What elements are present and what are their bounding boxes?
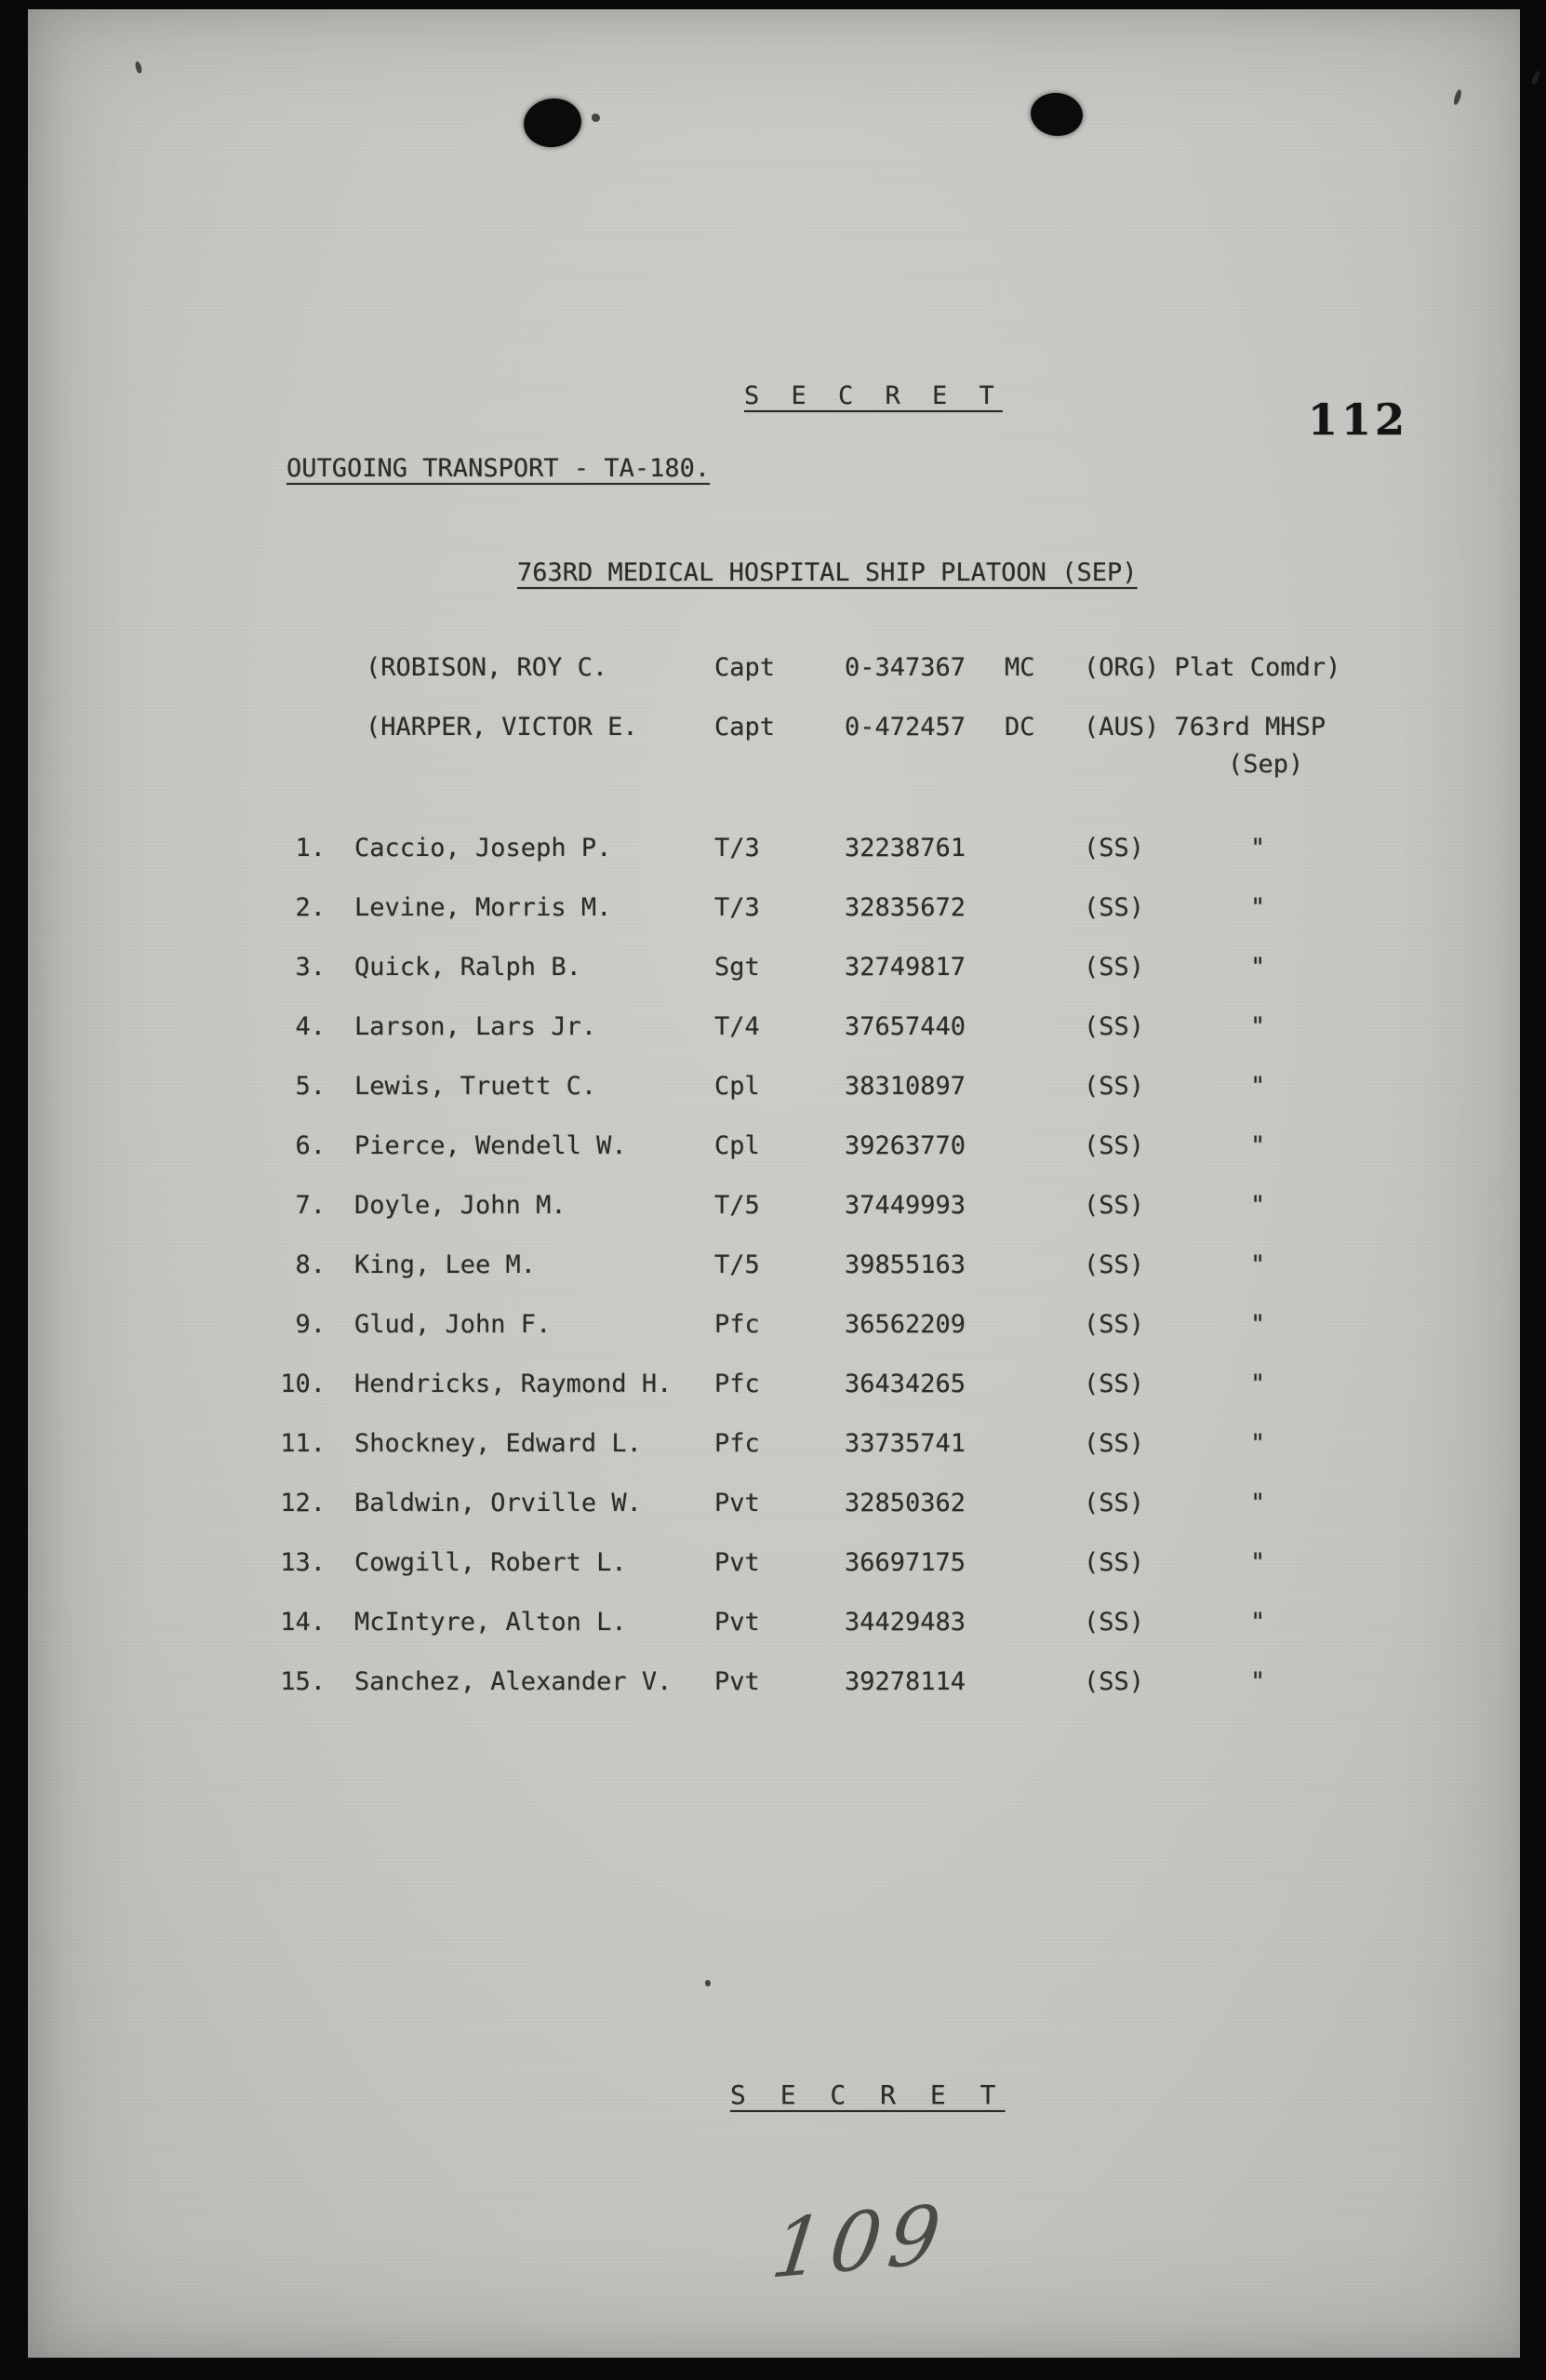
roster-row (28, 1072, 1520, 1111)
roster-serial: 32835672 (845, 893, 966, 922)
officer-branch: DC (1005, 713, 1035, 742)
roster-row (28, 1250, 1520, 1290)
officer-row (28, 653, 1520, 692)
scan-artifact (705, 1980, 711, 1986)
document-title: 763RD MEDICAL HOSPITAL SHIP PLATOON (SEP) (517, 558, 1138, 587)
roster-ditto: " (1250, 1012, 1266, 1041)
roster-ditto: " (1250, 1250, 1266, 1279)
officer-serial: 0-347367 (845, 653, 966, 682)
roster-number: 7. (295, 1191, 326, 1220)
officer-assignment: (ORG) Plat Comdr) (1084, 653, 1341, 682)
roster-serial: 32238761 (845, 834, 966, 862)
roster-name: McIntyre, Alton L. (354, 1608, 627, 1637)
roster-number: 3. (295, 953, 326, 982)
roster-grade: Pvt (714, 1667, 760, 1696)
handwritten-page-number: 109 (766, 2187, 953, 2297)
roster-grade: T/4 (714, 1012, 760, 1041)
roster-serial: 36697175 (845, 1548, 966, 1577)
officer-branch: MC (1005, 653, 1035, 682)
roster-award: (SS) (1084, 1429, 1145, 1458)
roster-grade: Sgt (714, 953, 760, 982)
officer-assignment-continued: (Sep) (1228, 750, 1304, 779)
roster-ditto: " (1250, 1131, 1266, 1160)
roster-name: Baldwin, Orville W. (354, 1489, 642, 1518)
roster-serial: 36434265 (845, 1370, 966, 1398)
roster-name: Cowgill, Robert L. (354, 1548, 627, 1577)
roster-row (28, 1548, 1520, 1587)
paper-sheet (28, 9, 1520, 2358)
roster-name: Lewis, Truett C. (354, 1072, 597, 1101)
roster-serial: 32749817 (845, 953, 966, 982)
roster-grade: Pfc (714, 1370, 760, 1398)
roster-award: (SS) (1084, 1548, 1145, 1577)
roster-grade: Cpl (714, 1072, 760, 1101)
hole-punch-left (521, 95, 585, 151)
roster-name: Levine, Morris M. (354, 893, 612, 922)
roster-ditto: " (1250, 834, 1266, 862)
scan-artifact (135, 60, 143, 74)
roster-ditto: " (1250, 1370, 1266, 1398)
roster-grade: Pfc (714, 1429, 760, 1458)
roster-number: 5. (295, 1072, 326, 1101)
roster-serial: 39278114 (845, 1667, 966, 1696)
officer-row (28, 713, 1520, 752)
roster-number: 12. (280, 1489, 326, 1518)
roster-number: 10. (280, 1370, 326, 1398)
roster-award: (SS) (1084, 1012, 1145, 1041)
roster-row (28, 1131, 1520, 1170)
roster-award: (SS) (1084, 893, 1145, 922)
roster-row (28, 1489, 1520, 1528)
roster-ditto: " (1250, 1608, 1266, 1637)
roster-serial: 37657440 (845, 1012, 966, 1041)
roster-award: (SS) (1084, 1250, 1145, 1279)
roster-row (28, 1667, 1520, 1706)
roster-award: (SS) (1084, 834, 1145, 862)
roster-number: 8. (295, 1250, 326, 1279)
roster-grade: T/3 (714, 893, 760, 922)
roster-serial: 37449993 (845, 1191, 966, 1220)
roster-row (28, 1310, 1520, 1349)
roster-name: Glud, John F. (354, 1310, 552, 1339)
roster-serial: 36562209 (845, 1310, 966, 1339)
roster-row (28, 1191, 1520, 1230)
roster-row (28, 834, 1520, 873)
hole-punch-right (1029, 90, 1086, 139)
roster-number: 2. (295, 893, 326, 922)
officer-grade: Capt (714, 713, 776, 742)
officer-serial: 0-472457 (845, 713, 966, 742)
roster-name: Hendricks, Raymond H. (354, 1370, 673, 1398)
officer-name: (ROBISON, ROY C. (366, 653, 608, 682)
roster-name: Larson, Lars Jr. (354, 1012, 597, 1041)
roster-row (28, 1370, 1520, 1409)
roster-row (28, 953, 1520, 992)
roster-award: (SS) (1084, 1489, 1145, 1518)
roster-name: Pierce, Wendell W. (354, 1131, 627, 1160)
roster-ditto: " (1250, 893, 1266, 922)
roster-row (28, 1429, 1520, 1468)
roster-number: 4. (295, 1012, 326, 1041)
roster-row (28, 1012, 1520, 1051)
roster-number: 13. (280, 1548, 326, 1577)
scan-artifact (1453, 88, 1463, 105)
roster-row (28, 1608, 1520, 1647)
roster-number: 1. (295, 834, 326, 862)
roster-serial: 39263770 (845, 1131, 966, 1160)
roster-award: (SS) (1084, 1191, 1145, 1220)
roster-name: Sanchez, Alexander V. (354, 1667, 673, 1696)
roster-award: (SS) (1084, 1667, 1145, 1696)
roster-serial: 33735741 (845, 1429, 966, 1458)
roster-number: 6. (295, 1131, 326, 1160)
officer-assignment: (AUS) 763rd MHSP (1084, 713, 1326, 742)
roster-award: (SS) (1084, 1370, 1145, 1398)
roster-grade: Pvt (714, 1608, 760, 1637)
roster-serial: 38310897 (845, 1072, 966, 1101)
roster-ditto: " (1250, 1191, 1266, 1220)
roster-grade: T/5 (714, 1250, 760, 1279)
roster-award: (SS) (1084, 1310, 1145, 1339)
scan-artifact (592, 114, 600, 122)
subject-line: OUTGOING TRANSPORT - TA-180. (287, 454, 711, 483)
roster-grade: Pvt (714, 1489, 760, 1518)
roster-grade: Pvt (714, 1548, 760, 1577)
roster-grade: T/5 (714, 1191, 760, 1220)
roster-ditto: " (1250, 1667, 1266, 1696)
roster-award: (SS) (1084, 953, 1145, 982)
roster-ditto: " (1250, 1429, 1266, 1458)
classification-banner-bottom: S E C R E T (730, 2079, 1006, 2110)
roster-grade: T/3 (714, 834, 760, 862)
roster-name: Quick, Ralph B. (354, 953, 581, 982)
roster-serial: 39855163 (845, 1250, 966, 1279)
roster-grade: Cpl (714, 1131, 760, 1160)
scan-artifact (1530, 70, 1541, 85)
page-number-stamp: 112 (1308, 394, 1409, 445)
roster-number: 15. (280, 1667, 326, 1696)
classification-banner-top: S E C R E T (744, 381, 1003, 410)
roster-row (28, 893, 1520, 932)
roster-ditto: " (1250, 1489, 1266, 1518)
roster-name: King, Lee M. (354, 1250, 537, 1279)
roster-award: (SS) (1084, 1131, 1145, 1160)
roster-ditto: " (1250, 1072, 1266, 1101)
roster-ditto: " (1250, 1548, 1266, 1577)
roster-ditto: " (1250, 1310, 1266, 1339)
roster-name: Shockney, Edward L. (354, 1429, 642, 1458)
roster-serial: 32850362 (845, 1489, 966, 1518)
roster-number: 9. (295, 1310, 326, 1339)
officer-grade: Capt (714, 653, 776, 682)
roster-name: Caccio, Joseph P. (354, 834, 612, 862)
roster-name: Doyle, John M. (354, 1191, 566, 1220)
roster-number: 14. (280, 1608, 326, 1637)
roster-award: (SS) (1084, 1608, 1145, 1637)
officer-name: (HARPER, VICTOR E. (366, 713, 638, 742)
roster-grade: Pfc (714, 1310, 760, 1339)
roster-serial: 34429483 (845, 1608, 966, 1637)
roster-award: (SS) (1084, 1072, 1145, 1101)
roster-ditto: " (1250, 953, 1266, 982)
roster-number: 11. (280, 1429, 326, 1458)
